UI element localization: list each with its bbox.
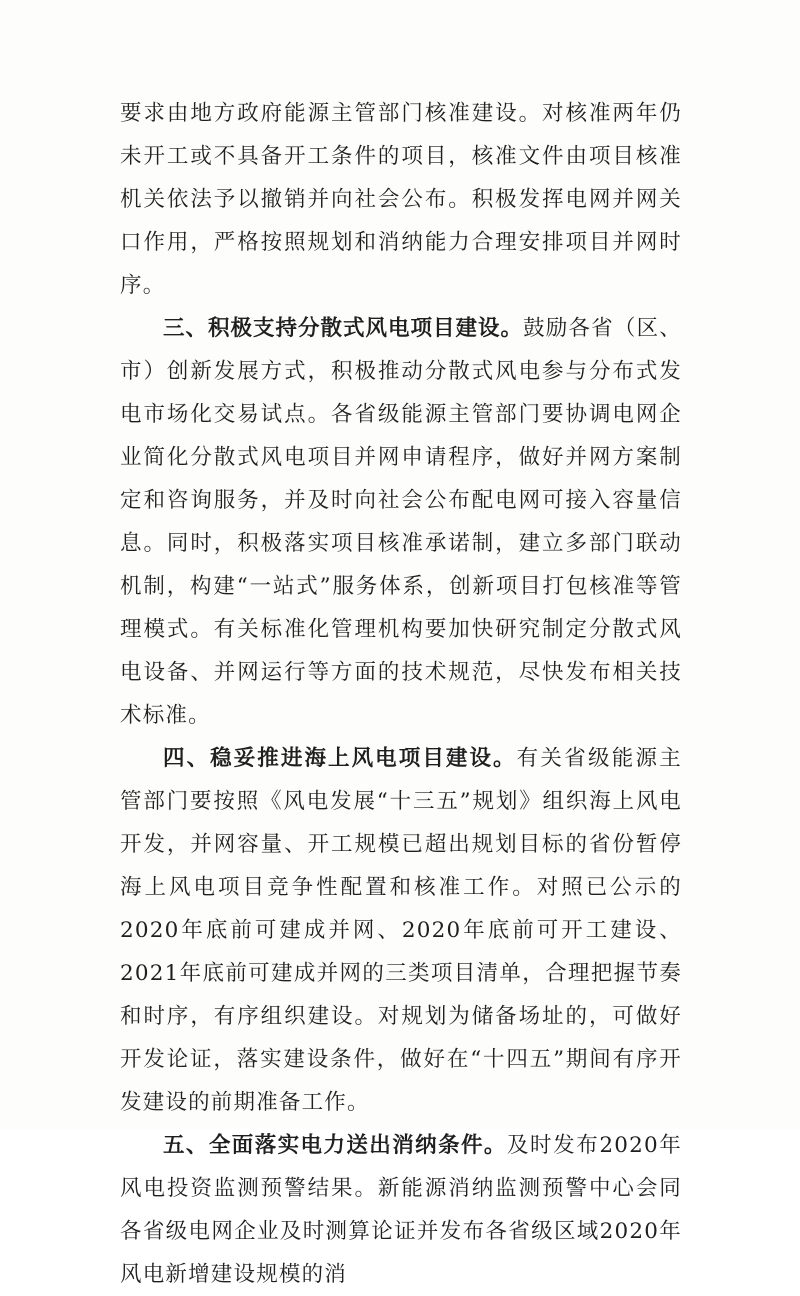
- paragraph-continuation: [120, 92, 682, 307]
- paragraph-text: 及时发布2020年风电投资监测预警结果。新能源消纳监测预警中心会同各省级电网企业及时测算论证并发布各省级区域2020年风电新增建设规模的消: [120, 1133, 682, 1287]
- paragraph-text: 有关省级能源主管部门要按照《风电发展“十三五”规划》组织海上风电开发，并网容量、开工规模已超出规划目标的省份暂停海上风电项目竞争性配置和核准工作。对照已公示的2020年底前可建成并网、2020年底前可开工建设、2021年底前可建成并网的三类项目清单，合理把握节奏和时序，有序组织建设。对规划为储备场址的，可做好开发论证，落实建设条件，做好在“十四五”期间有序开发建设的前期准备工作。: [120, 746, 682, 1115]
- section-heading: 三、积极支持分散式风电项目建设。: [163, 316, 524, 341]
- paragraph-section-4: [120, 737, 682, 1124]
- paragraph-section-5: [120, 1124, 682, 1296]
- document-body: [120, 92, 682, 1296]
- section-heading: 五、全面落实电力送出消纳条件。: [163, 1133, 507, 1158]
- paragraph-text: 要求由地方政府能源主管部门核准建设。对核准两年仍未开工或不具备开工条件的项目，核准文件由项目核准机关依法予以撤销并向社会公布。积极发挥电网并网关口作用，严格按照规划和消纳能力合理安排项目并网时序。: [120, 101, 682, 298]
- paragraph-section-3: [120, 307, 682, 737]
- section-heading: 四、稳妥推进海上风电项目建设。: [163, 746, 517, 771]
- paragraph-text: 鼓励各省（区、市）创新发展方式，积极推动分散式风电参与分布式发电市场化交易试点。各省级能源主管部门要协调电网企业简化分散式风电项目并网申请程序，做好并网方案制定和咨询服务，并及时向社会公布配电网可接入容量信息。同时，积极落实项目核准承诺制，建立多部门联动机制，构建“一站式”服务体系，创新项目打包核准等管理模式。有关标准化管理机构要加快研究制定分散式风电设备、并网运行等方面的技术规范，尽快发布相关技术标准。: [120, 316, 682, 728]
